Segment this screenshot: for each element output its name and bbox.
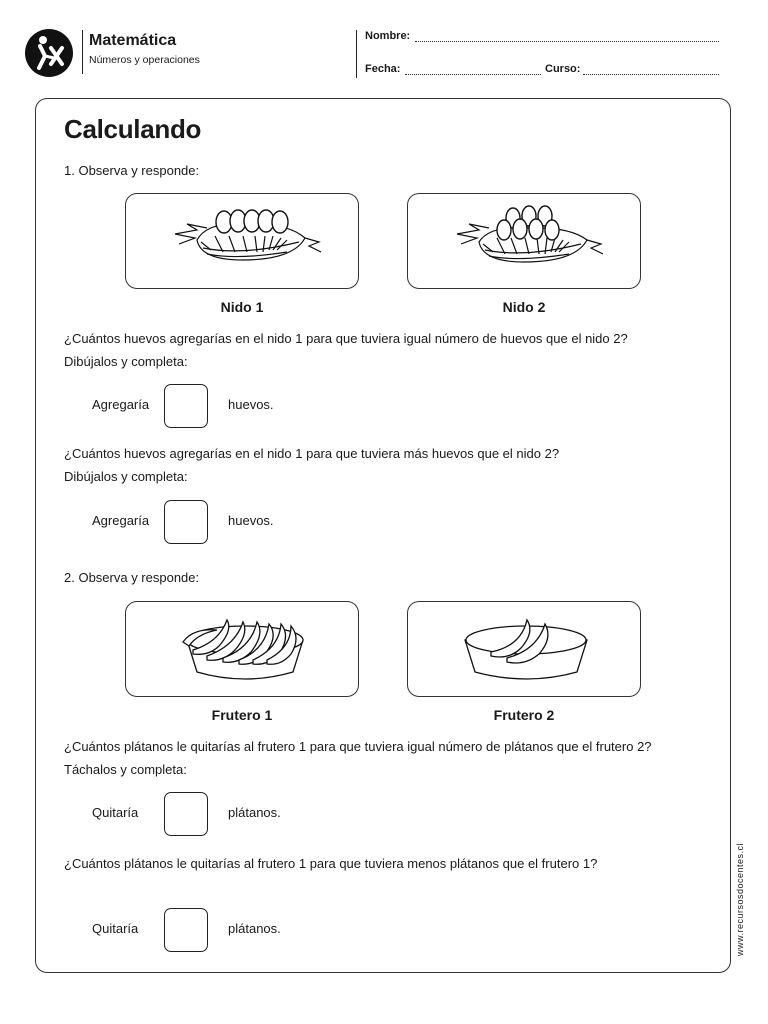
answer-1a-prefix: Agregaría: [92, 397, 150, 412]
answer-2b-box[interactable]: [164, 908, 208, 952]
date-label: Fecha:: [365, 63, 401, 75]
student-fields: [356, 30, 721, 78]
bowl1-label: Frutero 1: [211, 707, 273, 723]
answer-1b-suffix: huevos.: [228, 513, 274, 528]
question-2a-instruction: Táchalos y completa:: [64, 762, 187, 777]
bowl2-image-card: [407, 601, 641, 697]
nest1-label: Nido 1: [220, 299, 264, 315]
section1-instruction: 1. Observa y responde:: [64, 163, 200, 178]
bowl2-illustration: [409, 602, 639, 694]
question-1a: ¿Cuántos huevos agregarías en el nido 1 para que tuviera igual número de huevos que el nido 2?: [64, 331, 628, 346]
answer-1b-prefix: Agregaría: [92, 513, 150, 528]
subject-block: [82, 30, 200, 74]
answer-2a-box[interactable]: [164, 792, 208, 836]
page-title: Calculando: [64, 114, 202, 144]
question-1b: ¿Cuántos huevos agregarías en el nido 1 para que tuviera más huevos que el nido 2?: [64, 446, 560, 461]
answer-2b-prefix: Quitaría: [92, 921, 139, 936]
nest2-image-card: [407, 193, 641, 289]
nest2-label: Nido 2: [502, 299, 546, 315]
course-field[interactable]: [583, 74, 719, 75]
subject-title: Matemática: [89, 32, 177, 49]
nest1-image-card: [125, 193, 359, 289]
question-1b-instruction: Dibújalos y completa:: [64, 469, 188, 484]
name-field[interactable]: [415, 41, 719, 42]
question-2a: ¿Cuántos plátanos le quitarías al frutero 1 para que tuviera igual número de plátanos que el frutero 2?: [64, 739, 652, 754]
answer-2a-prefix: Quitaría: [92, 805, 139, 820]
course-label: Curso:: [545, 63, 581, 75]
bowl1-illustration: [127, 602, 357, 694]
unit-subtitle: Números y operaciones: [89, 54, 200, 66]
bowl1-image-card: [125, 601, 359, 697]
question-2b: ¿Cuántos plátanos le quitarías al frutero 1 para que tuviera menos plátanos que el frutero 1?: [64, 856, 598, 871]
section2-instruction: 2. Observa y responde:: [64, 570, 200, 585]
website-credit: www.recursosdocentes.cl: [735, 842, 745, 956]
answer-1b-box[interactable]: [164, 500, 208, 544]
question-1a-instruction: Dibújalos y completa:: [64, 354, 188, 369]
publisher-logo: [24, 28, 74, 78]
answer-1a-suffix: huevos.: [228, 397, 274, 412]
answer-1a-box[interactable]: [164, 384, 208, 428]
answer-2a-suffix: plátanos.: [228, 805, 281, 820]
bowl2-label: Frutero 2: [493, 707, 555, 723]
nest2-illustration: [409, 194, 639, 286]
nest1-illustration: [127, 194, 357, 286]
date-field[interactable]: [405, 74, 541, 75]
answer-2b-suffix: plátanos.: [228, 921, 281, 936]
name-label: Nombre:: [365, 30, 411, 42]
